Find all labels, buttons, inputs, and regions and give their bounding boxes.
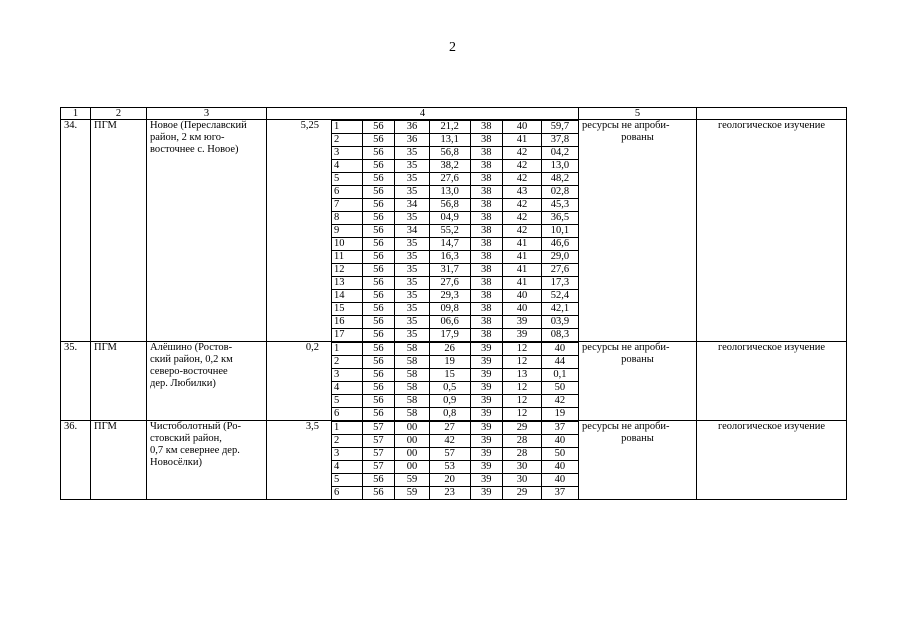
coordinate-cell: 10: [332, 238, 363, 251]
coordinate-cell: 56: [362, 199, 395, 212]
resources-line: ресурсы не апроби-: [582, 421, 670, 432]
coordinate-cell: 38: [470, 147, 503, 160]
coordinate-row: [332, 435, 579, 448]
table-row: [61, 421, 847, 500]
coordinate-row: [332, 395, 579, 408]
coordinate-row: [332, 238, 579, 251]
coordinate-row: [332, 487, 579, 500]
coordinate-cell: 15: [429, 369, 470, 382]
coordinate-cell: 59,7: [541, 121, 578, 134]
coordinate-cell: 1: [332, 121, 363, 134]
coordinate-cell: 56: [362, 343, 395, 356]
coordinate-cell: 28: [503, 448, 542, 461]
coordinate-cell: 37: [541, 422, 578, 435]
coordinate-cell: 08,3: [541, 329, 578, 342]
coordinate-cell: 44: [541, 356, 578, 369]
coordinate-cell: 38: [470, 160, 503, 173]
coordinate-cell: 34: [395, 199, 430, 212]
coordinate-cell: 37: [541, 487, 578, 500]
coordinate-cell: 38: [470, 303, 503, 316]
coordinate-cell: 0,8: [429, 408, 470, 421]
header-col-5: 5: [579, 108, 697, 120]
coordinate-cell: 39: [503, 316, 542, 329]
row-number: 35.: [61, 342, 91, 421]
coordinate-cell: 30: [503, 474, 542, 487]
coordinate-cell: 6: [332, 186, 363, 199]
coordinate-cell: 15: [332, 303, 363, 316]
coordinate-cell: 40: [503, 290, 542, 303]
coordinates-table: [331, 421, 578, 499]
coordinate-cell: 35: [395, 290, 430, 303]
coordinate-cell: 38: [470, 199, 503, 212]
coordinate-cell: 13: [503, 369, 542, 382]
coordinate-cell: 38: [470, 264, 503, 277]
coordinate-cell: 39: [470, 395, 503, 408]
coordinate-cell: 52,4: [541, 290, 578, 303]
coordinate-cell: 39: [470, 408, 503, 421]
coordinate-cell: 27,6: [429, 277, 470, 290]
coordinate-cell: 40: [503, 121, 542, 134]
coordinate-row: [332, 343, 579, 356]
coordinate-cell: 9: [332, 225, 363, 238]
coordinate-row: [332, 173, 579, 186]
coordinate-cell: 27,6: [429, 173, 470, 186]
coordinate-cell: 40: [541, 461, 578, 474]
coordinate-cell: 35: [395, 186, 430, 199]
coordinate-cell: 39: [470, 369, 503, 382]
coordinate-cell: 19: [541, 408, 578, 421]
coordinate-cell: 35: [395, 316, 430, 329]
coordinate-row: [332, 134, 579, 147]
coordinate-row: [332, 251, 579, 264]
coordinate-cell: 3: [332, 147, 363, 160]
coordinate-cell: 38: [470, 121, 503, 134]
coordinate-cell: 56: [362, 121, 395, 134]
coordinate-cell: 56: [362, 264, 395, 277]
coordinate-cell: 1: [332, 422, 363, 435]
coordinate-cell: 56: [362, 303, 395, 316]
coordinate-row: [332, 147, 579, 160]
coordinate-cell: 21,2: [429, 121, 470, 134]
coordinate-cell: 38,2: [429, 160, 470, 173]
area-value: 0,2: [305, 342, 319, 353]
row-type: ПГМ: [91, 421, 147, 500]
coordinate-cell: 17,9: [429, 329, 470, 342]
coordinate-cell: 40: [541, 474, 578, 487]
coordinate-cell: 58: [395, 356, 430, 369]
coordinate-cell: 56: [362, 147, 395, 160]
coordinate-row: [332, 461, 579, 474]
coordinate-cell: 0,5: [429, 382, 470, 395]
coordinate-cell: 58: [395, 395, 430, 408]
coordinate-cell: 36: [395, 134, 430, 147]
coordinate-cell: 41: [503, 251, 542, 264]
coordinate-cell: 56,8: [429, 199, 470, 212]
coordinate-cell: 17: [332, 329, 363, 342]
coordinate-row: [332, 474, 579, 487]
coordinate-row: [332, 329, 579, 342]
coordinate-cell: 39: [470, 448, 503, 461]
coordinate-cell: 23: [429, 487, 470, 500]
table-row: [61, 342, 847, 421]
coordinate-cell: 2: [332, 134, 363, 147]
site-name-line: Алёшино (Ростов-: [150, 342, 233, 353]
coordinate-cell: 36,5: [541, 212, 578, 225]
coordinate-cell: 5: [332, 474, 363, 487]
page-number: 2: [449, 40, 456, 55]
resources-line: рованы: [621, 132, 654, 143]
coordinate-cell: 00: [395, 448, 430, 461]
site-name: [147, 342, 267, 421]
coordinate-cell: 28: [503, 435, 542, 448]
coordinate-cell: 38: [470, 186, 503, 199]
coordinate-cell: 19: [429, 356, 470, 369]
coordinate-cell: 53: [429, 461, 470, 474]
coordinate-cell: 56: [362, 369, 395, 382]
header-row: [61, 108, 847, 120]
coordinate-cell: 56: [362, 225, 395, 238]
coordinate-cell: 09,8: [429, 303, 470, 316]
coordinate-row: [332, 121, 579, 134]
coordinate-cell: 3: [332, 369, 363, 382]
coordinate-cell: 04,9: [429, 212, 470, 225]
coordinate-cell: 42,1: [541, 303, 578, 316]
coordinate-cell: 40: [541, 343, 578, 356]
site-name-line: восточнее с. Новое): [150, 144, 239, 155]
site-name-line: 0,7 км севернее дер.: [150, 445, 240, 456]
coordinate-cell: 39: [470, 435, 503, 448]
coordinate-cell: 12: [503, 382, 542, 395]
coordinate-cell: 56: [362, 160, 395, 173]
coordinate-cell: 57: [362, 448, 395, 461]
coordinate-cell: 57: [362, 435, 395, 448]
coordinate-cell: 39: [470, 343, 503, 356]
coordinate-cell: 35: [395, 264, 430, 277]
coordinate-cell: 57: [362, 461, 395, 474]
coordinate-row: [332, 277, 579, 290]
site-name-line: северо-восточнее: [150, 366, 228, 377]
coordinate-cell: 11: [332, 251, 363, 264]
coordinate-cell: 3: [332, 448, 363, 461]
coordinate-cell: 30: [503, 461, 542, 474]
coordinate-cell: 46,6: [541, 238, 578, 251]
coordinate-cell: 35: [395, 212, 430, 225]
coordinate-cell: 39: [470, 474, 503, 487]
coordinate-cell: 58: [395, 408, 430, 421]
coordinate-row: [332, 448, 579, 461]
coordinate-cell: 35: [395, 160, 430, 173]
coordinate-cell: 5: [332, 395, 363, 408]
coordinate-cell: 20: [429, 474, 470, 487]
coordinate-cell: 6: [332, 487, 363, 500]
coordinate-cell: 26: [429, 343, 470, 356]
coordinate-cell: 41: [503, 264, 542, 277]
coordinate-cell: 29: [503, 422, 542, 435]
coordinate-cell: 56: [362, 474, 395, 487]
coordinate-cell: 04,2: [541, 147, 578, 160]
coordinate-cell: 42: [429, 435, 470, 448]
coordinate-cell: 06,6: [429, 316, 470, 329]
coordinate-cell: 6: [332, 408, 363, 421]
resources-status: [579, 421, 697, 500]
coordinate-cell: 35: [395, 147, 430, 160]
coordinate-cell: 29: [503, 487, 542, 500]
coordinate-cell: 43: [503, 186, 542, 199]
resources-line: рованы: [621, 433, 654, 444]
coordinate-cell: 58: [395, 343, 430, 356]
coordinate-cell: 00: [395, 461, 430, 474]
coordinate-cell: 16: [332, 316, 363, 329]
coordinate-cell: 16,3: [429, 251, 470, 264]
coordinate-cell: 38: [470, 329, 503, 342]
coordinate-cell: 38: [470, 225, 503, 238]
site-name-line: дер. Любилки): [150, 378, 216, 389]
coordinate-cell: 29,0: [541, 251, 578, 264]
coordinate-cell: 1: [332, 343, 363, 356]
coordinates-cell: [267, 342, 579, 421]
purpose: геологическое изучение: [697, 342, 847, 421]
resources-line: ресурсы не апроби-: [582, 120, 670, 131]
header-col-4: 4: [267, 108, 579, 120]
coordinate-cell: 38: [470, 134, 503, 147]
coordinate-cell: 4: [332, 382, 363, 395]
coordinate-row: [332, 264, 579, 277]
coordinate-cell: 12: [332, 264, 363, 277]
coordinate-cell: 42: [541, 395, 578, 408]
coordinate-cell: 56: [362, 173, 395, 186]
coordinate-cell: 56: [362, 356, 395, 369]
coordinate-cell: 59: [395, 487, 430, 500]
coordinate-cell: 03,9: [541, 316, 578, 329]
resources-line: ресурсы не апроби-: [582, 342, 670, 353]
coordinate-cell: 12: [503, 408, 542, 421]
coordinate-cell: 40: [541, 435, 578, 448]
coordinate-cell: 0,9: [429, 395, 470, 408]
site-name-line: Чистоболотный (Ро-: [150, 421, 241, 432]
coordinate-cell: 39: [470, 487, 503, 500]
coordinate-cell: 31,7: [429, 264, 470, 277]
coordinate-cell: 35: [395, 173, 430, 186]
purpose: геологическое изучение: [697, 421, 847, 500]
coordinate-cell: 14,7: [429, 238, 470, 251]
header-col-6: [697, 108, 847, 120]
coordinate-row: [332, 225, 579, 238]
coordinate-cell: 00: [395, 422, 430, 435]
coordinate-cell: 4: [332, 160, 363, 173]
coordinate-cell: 42: [503, 199, 542, 212]
coordinate-row: [332, 369, 579, 382]
coordinates-cell: [267, 421, 579, 500]
coordinates-table: [331, 120, 578, 341]
coordinate-cell: 38: [470, 238, 503, 251]
coordinate-cell: 34: [395, 225, 430, 238]
coordinate-row: [332, 316, 579, 329]
coordinate-cell: 13,1: [429, 134, 470, 147]
coordinate-cell: 39: [470, 356, 503, 369]
area-value: 3,5: [305, 421, 319, 432]
coordinate-cell: 56: [362, 251, 395, 264]
coordinate-row: [332, 212, 579, 225]
row-number: 34.: [61, 120, 91, 342]
coordinate-cell: 45,3: [541, 199, 578, 212]
coordinate-cell: 39: [470, 382, 503, 395]
site-name: [147, 421, 267, 500]
coordinate-row: [332, 422, 579, 435]
resources-status: [579, 120, 697, 342]
coordinate-cell: 56: [362, 382, 395, 395]
coordinate-cell: 2: [332, 435, 363, 448]
coordinate-row: [332, 382, 579, 395]
coordinate-cell: 38: [470, 251, 503, 264]
coordinate-row: [332, 199, 579, 212]
coordinate-cell: 56: [362, 329, 395, 342]
coordinate-cell: 50: [541, 382, 578, 395]
coordinate-cell: 8: [332, 212, 363, 225]
coordinate-cell: 36: [395, 121, 430, 134]
coordinate-cell: 50: [541, 448, 578, 461]
coordinate-cell: 13,0: [429, 186, 470, 199]
coordinate-cell: 13: [332, 277, 363, 290]
coordinate-cell: 56: [362, 186, 395, 199]
coordinate-cell: 39: [503, 329, 542, 342]
coordinate-cell: 27,6: [541, 264, 578, 277]
coordinate-cell: 39: [470, 422, 503, 435]
coordinate-cell: 42: [503, 225, 542, 238]
coordinates-cell: [267, 120, 579, 342]
coordinate-cell: 42: [503, 212, 542, 225]
coordinate-cell: 42: [503, 160, 542, 173]
coordinate-cell: 02,8: [541, 186, 578, 199]
coordinates-table: [331, 342, 578, 420]
coordinate-cell: 56: [362, 290, 395, 303]
table-row: [61, 120, 847, 342]
coordinate-cell: 13,0: [541, 160, 578, 173]
site-name-line: Новое (Переславский: [150, 120, 247, 131]
coordinate-cell: 42: [503, 147, 542, 160]
row-type: ПГМ: [91, 120, 147, 342]
coordinate-cell: 58: [395, 382, 430, 395]
coordinate-cell: 38: [470, 212, 503, 225]
coordinate-cell: 35: [395, 329, 430, 342]
coordinate-cell: 7: [332, 199, 363, 212]
coordinate-cell: 56,8: [429, 147, 470, 160]
coordinate-cell: 38: [470, 316, 503, 329]
site-name-line: Новосёлки): [150, 457, 203, 468]
coordinate-cell: 39: [470, 461, 503, 474]
coordinate-cell: 56: [362, 277, 395, 290]
coordinate-row: [332, 303, 579, 316]
site-name-line: район, 2 км юго-: [150, 132, 225, 143]
coordinate-cell: 55,2: [429, 225, 470, 238]
coordinate-row: [332, 160, 579, 173]
coordinate-cell: 17,3: [541, 277, 578, 290]
coordinate-cell: 35: [395, 251, 430, 264]
coordinate-cell: 38: [470, 277, 503, 290]
coordinate-cell: 42: [503, 173, 542, 186]
coordinate-cell: 37,8: [541, 134, 578, 147]
site-name-line: ский район, 0,2 км: [150, 354, 233, 365]
coordinate-cell: 2: [332, 356, 363, 369]
row-number: 36.: [61, 421, 91, 500]
coordinate-cell: 10,1: [541, 225, 578, 238]
coordinate-cell: 57: [362, 422, 395, 435]
header-col-3: 3: [147, 108, 267, 120]
coordinate-cell: 12: [503, 395, 542, 408]
coordinate-cell: 27: [429, 422, 470, 435]
coordinate-cell: 35: [395, 303, 430, 316]
coordinate-cell: 40: [503, 303, 542, 316]
coordinate-cell: 56: [362, 212, 395, 225]
coordinate-cell: 56: [362, 134, 395, 147]
coordinate-cell: 12: [503, 343, 542, 356]
coordinate-row: [332, 356, 579, 369]
registry-table: [60, 107, 847, 500]
coordinate-row: [332, 290, 579, 303]
coordinate-cell: 56: [362, 238, 395, 251]
coordinate-cell: 00: [395, 435, 430, 448]
site-name: [147, 120, 267, 342]
purpose: геологическое изучение: [697, 120, 847, 342]
coordinate-cell: 35: [395, 277, 430, 290]
header-col-1: 1: [61, 108, 91, 120]
coordinate-row: [332, 186, 579, 199]
coordinate-cell: 29,3: [429, 290, 470, 303]
coordinate-cell: 12: [503, 356, 542, 369]
resources-status: [579, 342, 697, 421]
coordinate-cell: 5: [332, 173, 363, 186]
coordinate-cell: 56: [362, 487, 395, 500]
coordinate-cell: 58: [395, 369, 430, 382]
coordinate-cell: 57: [429, 448, 470, 461]
coordinate-row: [332, 408, 579, 421]
coordinate-cell: 14: [332, 290, 363, 303]
coordinate-cell: 0,1: [541, 369, 578, 382]
row-type: ПГМ: [91, 342, 147, 421]
coordinate-cell: 56: [362, 408, 395, 421]
coordinate-cell: 59: [395, 474, 430, 487]
coordinate-cell: 56: [362, 395, 395, 408]
coordinate-cell: 41: [503, 238, 542, 251]
coordinate-cell: 35: [395, 238, 430, 251]
coordinate-cell: 41: [503, 277, 542, 290]
coordinate-cell: 4: [332, 461, 363, 474]
coordinate-cell: 38: [470, 173, 503, 186]
area-value: 5,25: [300, 120, 319, 131]
header-col-2: 2: [91, 108, 147, 120]
coordinate-cell: 38: [470, 290, 503, 303]
coordinate-cell: 56: [362, 316, 395, 329]
resources-line: рованы: [621, 354, 654, 365]
coordinate-cell: 41: [503, 134, 542, 147]
site-name-line: стовский район,: [150, 433, 222, 444]
coordinate-cell: 48,2: [541, 173, 578, 186]
